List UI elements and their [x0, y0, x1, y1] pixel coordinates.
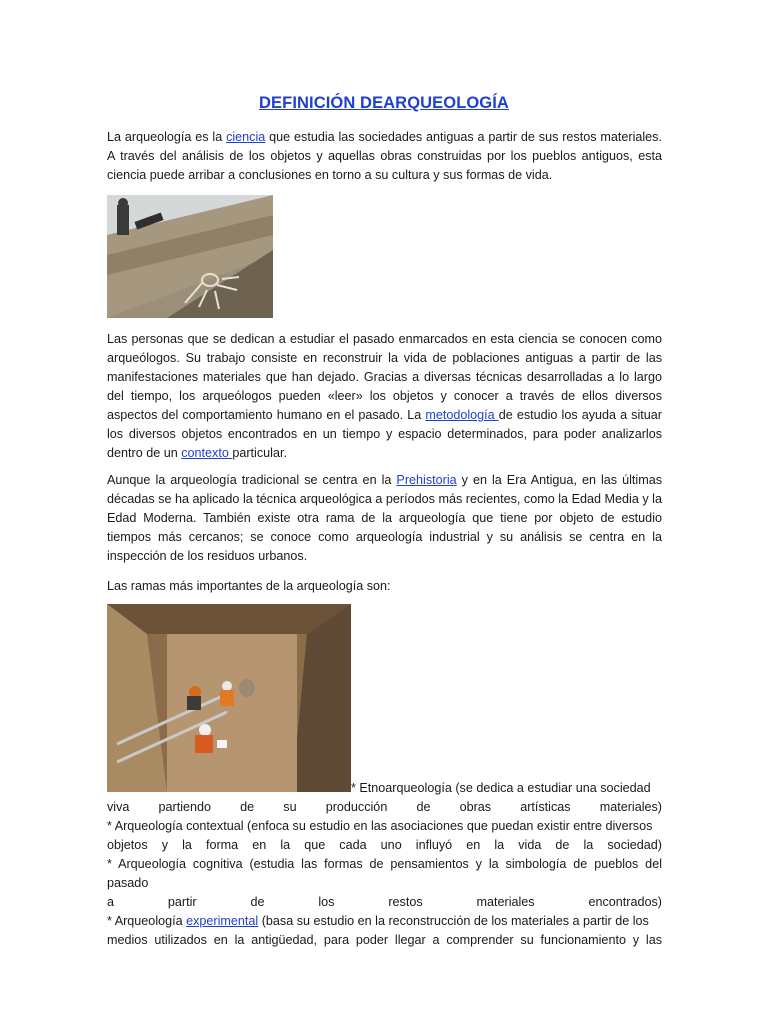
text-run: que estudia las sociedades antiguas a partir de sus restos materiales. A través del análisis de los objetos y aquellas obras construidas por los pueblos antiguos, esta ciencia puede arribar a conclusiones en torno a su cultura y sus formas de vida. [107, 130, 662, 182]
link-prehistoria[interactable]: Prehistoria [396, 473, 457, 487]
text-run: Aunque la arqueología tradicional se centra en la [107, 473, 397, 487]
list-item-continuation: a partir de los restos materiales encontrados) [107, 895, 662, 909]
list-item: * Arqueología cognitiva (estudia las formas de pensamientos y la simbología de pueblos del pasado [107, 857, 662, 890]
list-item [107, 912, 662, 931]
paragraph-arqueologos [107, 330, 662, 463]
list-item: * Etnoarqueología (se dedica a estudiar una sociedad [351, 781, 651, 795]
link-ciencia[interactable]: ciencia [226, 130, 266, 144]
list-item: * Arqueología contextual (enfoca su estudio en las asociaciones que puedan existir entre diversos [107, 819, 653, 833]
text-run: Las personas que se dedican a estudiar el pasado enmarcados en esta ciencia se conocen como arqueólogos. Su trabajo consiste en reconstruir la vida de poblaciones antiguas a partir de las manifestaciones materiales que han dejado. Gracias a diversas técnicas desarrolladas a lo largo del tiempo, los arqueólogos pueden «leer» los objetos y conocer a través de ellos diversos aspectos del comportamiento humano en el pasado. La [107, 332, 662, 422]
page-title: DEFINICIÓN DEARQUEOLOGÍA [259, 94, 509, 112]
link-experimental[interactable]: experimental [186, 914, 259, 928]
text-run: de estudio los ayuda a situar los diversos objetos encontrados en un tiempo y espacio determinados, para poder analizarlos dentro de un [107, 408, 662, 460]
list-ramas [107, 779, 662, 950]
text-run: y en la Era Antigua, en las últimas décadas se ha aplicado la técnica arqueológica a períodos más recientes, como la Edad Media y la Edad Moderna. También existe otra rama de la arqueología que tiene por objeto de estudio tiempos más cercanos; se conoce como arqueología industrial y su análisis se centra en la inspección de los residuos urbanos. [107, 473, 662, 563]
list-item-continuation: viva partiendo de su producción de obras artísticas materiales) [107, 800, 662, 814]
list-item-continuation: medios utilizados en la antigüedad, para poder llegar a comprender su funcionamiento y las [107, 933, 662, 947]
text-run: (basa su estudio en la reconstrucción de los materiales a partir de los [258, 914, 649, 928]
text-run: La arqueología es la [107, 130, 227, 144]
list-item-continuation: objetos y la forma en la que cada uno influyó en la vida de la sociedad) [107, 838, 662, 852]
link-contexto[interactable]: contexto [181, 446, 233, 460]
text-run: * Arqueología [107, 914, 187, 928]
excavation-pit-photo [107, 604, 351, 792]
link-metodologia[interactable]: metodología [425, 408, 499, 422]
paragraph-ramas-intro: Las ramas más importantes de la arqueología son: [107, 579, 391, 593]
skeleton-excavation-photo [107, 195, 273, 318]
paragraph-prehistoria [107, 471, 662, 566]
paragraph-intro [107, 128, 662, 185]
text-run: particular. [232, 446, 287, 460]
